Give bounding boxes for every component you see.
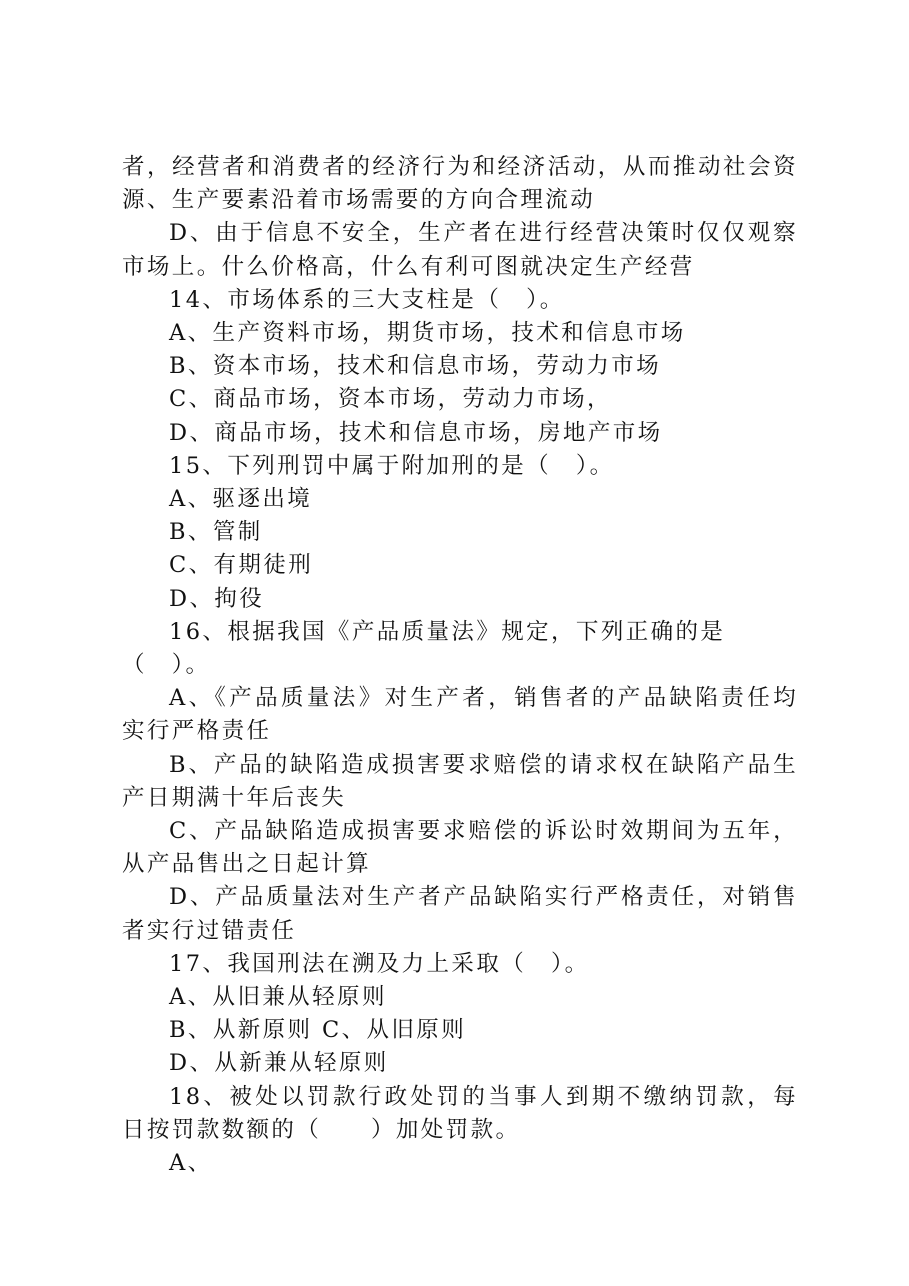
document-body [122, 151, 798, 1180]
question-16: 16、根据我国《产品质量法》规定，下列正确的是（ ）。 [122, 618, 726, 679]
question-15: 15、下列刑罚中属于附加刑的是（ ）。 [169, 452, 615, 479]
option-18-a: A、 [169, 1150, 213, 1177]
option-16-b: B、产品的缺陷造成损害要求赔偿的请求权在缺陷产品生产日期满十年后丧失 [122, 751, 798, 811]
option-16-d: D、产品质量法对生产者产品缺陷实行严格责任，对销售者实行过错责任 [122, 884, 798, 944]
option-17-d: D、从新兼从轻原则 [169, 1050, 389, 1077]
paragraph-continuation: 者，经营者和消费者的经济行为和经济活动，从而推动社会资源、生产要素沿着市场需要的方向合理流动 [122, 154, 798, 214]
option-14-d: D、商品市场，技术和信息市场，房地产市场 [169, 419, 663, 446]
option-14-a: A、生产资料市场，期货市场，技术和信息市场 [169, 320, 686, 347]
option-15-d: D、拘役 [169, 585, 265, 612]
option-15-b: B、管制 [169, 519, 263, 546]
option-13-d: D、由于信息不安全，生产者在进行经营决策时仅仅观察市场上。什么价格高，什么有利可图就决定生产经营 [122, 220, 798, 280]
option-17-a: A、从旧兼从轻原则 [169, 984, 387, 1011]
question-14: 14、市场体系的三大支柱是（ ）。 [169, 286, 565, 313]
question-18: 18、被处以罚款行政处罚的当事人到期不缴纳罚款，每日按罚款数额的（ ）加处罚款。 [122, 1083, 798, 1143]
option-16-a: A、《产品质量法》对生产者，销售者的产品缺陷责任均实行严格责任 [122, 685, 798, 745]
option-14-b: B、资本市场，技术和信息市场，劳动力市场 [169, 353, 662, 380]
option-15-c: C、有期徒刑 [169, 552, 314, 579]
option-17-b-c: B、从新原则 C、从旧原则 [169, 1017, 467, 1044]
option-16-c: C、产品缺陷造成损害要求赔偿的诉讼时效期间为五年，从产品售出之日起计算 [122, 818, 798, 878]
option-15-a: A、驱逐出境 [169, 486, 313, 513]
question-17: 17、我国刑法在溯及力上采取（ ）。 [169, 950, 590, 977]
option-14-c: C、商品市场，资本市场，劳动力市场， [169, 386, 612, 413]
